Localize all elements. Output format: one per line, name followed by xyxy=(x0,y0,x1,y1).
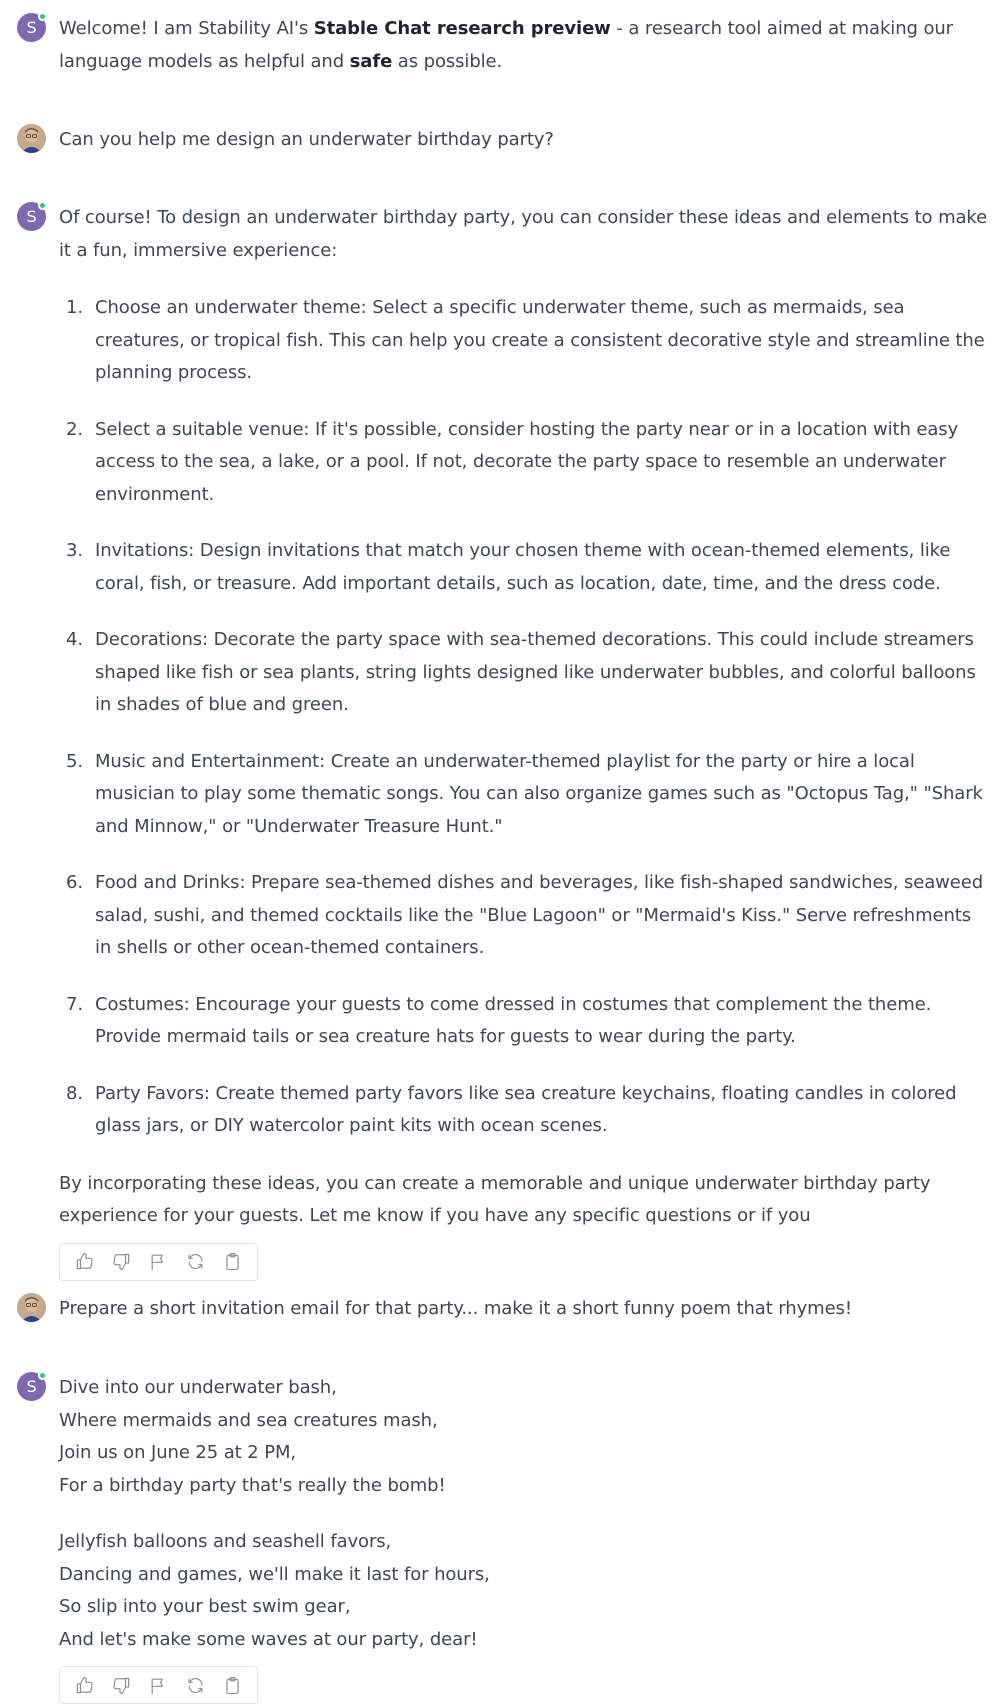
list-item xyxy=(59,292,990,390)
welcome-text-bold: Stable Chat research preview xyxy=(313,18,611,39)
welcome-text-part: Welcome! I am Stability AI's xyxy=(59,18,314,39)
list-item xyxy=(59,867,990,965)
user-message-text: Prepare a short invitation email for that party... make it a short funny poem that rhymes! xyxy=(59,1298,852,1319)
list-item-number: 4. xyxy=(66,629,83,650)
bot-intro-text: Of course! To design an underwater birthday party, you can consider these ideas and elements to make it a fun, immersive experience: xyxy=(59,207,988,261)
regenerate-button[interactable] xyxy=(177,1244,214,1280)
clipboard-icon xyxy=(223,1252,242,1271)
list-item-number: 3. xyxy=(66,540,83,561)
poem-line: Join us on June 25 at 2 PM, xyxy=(59,1442,297,1463)
list-item xyxy=(59,989,990,1054)
list-item xyxy=(59,414,990,512)
thumbs-up-button[interactable] xyxy=(66,1244,103,1280)
ideas-list xyxy=(59,292,990,1143)
poem-line: Jellyfish balloons and seashell favors, xyxy=(59,1531,392,1552)
welcome-text xyxy=(59,13,990,78)
flag-icon xyxy=(149,1676,168,1695)
poem-line: So slip into your best swim gear, xyxy=(59,1596,351,1617)
regenerate-icon xyxy=(186,1676,205,1695)
bot-avatar-letter: S xyxy=(26,18,37,37)
list-item-text: Party Favors: Create themed party favors like sea creature keychains, floating candles in colored glass jars, or DIY watercolor paint kits with ocean scenes. xyxy=(95,1082,957,1136)
thumbs-up-button[interactable] xyxy=(66,1667,103,1703)
list-item-number: 1. xyxy=(66,297,83,318)
bot-message-body xyxy=(59,1372,990,1706)
thumbs-down-icon xyxy=(112,1252,131,1271)
user-message xyxy=(0,1293,1000,1326)
flag-icon xyxy=(149,1252,168,1271)
user-avatar xyxy=(17,1293,46,1322)
poem-stanza-2 xyxy=(59,1526,990,1656)
thumbs-up-icon xyxy=(75,1252,94,1271)
list-item-number: 7. xyxy=(66,993,83,1015)
copy-button[interactable] xyxy=(214,1244,251,1280)
list-item-text: Select a suitable venue: If it's possible, consider hosting the party near or in a location with easy access to the sea, a lake, or a pool. If not, decorate the party space to resemble an underwater environment. xyxy=(95,418,959,505)
clipboard-icon xyxy=(223,1676,242,1695)
list-item-number: 8. xyxy=(66,1082,83,1104)
bot-message xyxy=(0,1372,1000,1706)
bot-avatar xyxy=(17,202,46,231)
list-item-number: 5. xyxy=(66,750,83,772)
list-item xyxy=(59,746,990,844)
poem-line: Dive into our underwater bash, xyxy=(59,1377,337,1398)
list-item xyxy=(59,1078,990,1143)
poem-line: Dancing and games, we'll make it last for hours, xyxy=(59,1563,490,1585)
thumbs-up-icon xyxy=(75,1676,94,1695)
poem-line: For a birthday party that's really the bomb! xyxy=(59,1474,446,1496)
user-message-text: Can you help me design an underwater birthday party? xyxy=(59,129,554,150)
list-item xyxy=(59,535,990,600)
list-item-number: 2. xyxy=(66,418,83,440)
welcome-text-part: as possible. xyxy=(392,50,503,72)
list-item-text: Decorations: Decorate the party space with sea-themed decorations. This could include streamers shaped like fish or sea plants, string lights designed like underwater bubbles, and colorful balloons in shades of blue and green. xyxy=(95,629,976,715)
bot-avatar-letter: S xyxy=(26,1377,37,1396)
online-status-dot xyxy=(38,12,47,21)
poem-line: Where mermaids and sea creatures mash, xyxy=(59,1409,438,1431)
bot-avatar xyxy=(17,13,46,42)
list-item-text: Food and Drinks: Prepare sea-themed dishes and beverages, like fish-shaped sandwiches, seaweed salad, sushi, and themed cocktails like the "Blue Lagoon" or "Mermaid's Kiss." Serve refreshments in shells or other ocean-themed containers. xyxy=(95,872,984,958)
welcome-text-bold: safe xyxy=(349,50,393,72)
list-item-text: Invitations: Design invitations that match your chosen theme with ocean-themed elements, like coral, fish, or treasure. Add important details, such as location, date, time, and the dress code. xyxy=(95,540,951,594)
online-status-dot xyxy=(38,1371,47,1380)
bot-avatar-letter: S xyxy=(26,207,37,226)
user-message xyxy=(0,124,1000,157)
regenerate-button[interactable] xyxy=(177,1667,214,1703)
list-item-text: Music and Entertainment: Create an underwater-themed playlist for the party or hire a local musician to play some thematic songs. You can also organize games such as "Octopus Tag," "Shark and Minnow," or "Underwater Treasure Hunt." xyxy=(95,750,983,837)
list-item-number: 6. xyxy=(66,872,83,893)
bot-message-body xyxy=(59,202,990,1283)
list-item xyxy=(59,624,990,722)
regenerate-icon xyxy=(186,1252,205,1271)
bot-message xyxy=(0,202,1000,1283)
message-actions xyxy=(59,1243,258,1281)
flag-button[interactable] xyxy=(140,1667,177,1703)
flag-button[interactable] xyxy=(140,1244,177,1280)
list-item-text: Choose an underwater theme: Select a specific underwater theme, such as mermaids, sea creatures, or tropical fish. This can help you create a consistent decorative style and streamline the planning process. xyxy=(95,297,985,383)
message-actions xyxy=(59,1666,258,1704)
bot-avatar xyxy=(17,1372,46,1401)
online-status-dot xyxy=(38,201,47,210)
thumbs-down-button[interactable] xyxy=(103,1244,140,1280)
bot-outro-text: By incorporating these ideas, you can create a memorable and unique underwater birthday party experience for your guests. Let me know if you have any specific questions or if you xyxy=(59,1172,931,1226)
poem-stanza-1 xyxy=(59,1372,990,1502)
copy-button[interactable] xyxy=(214,1667,251,1703)
thumbs-down-button[interactable] xyxy=(103,1667,140,1703)
thumbs-down-icon xyxy=(112,1676,131,1695)
welcome-text-part: - a research tool aimed at making our language models as helpful and xyxy=(59,18,953,72)
welcome-message xyxy=(0,13,1000,78)
poem-line: And let's make some waves at our party, dear! xyxy=(59,1628,478,1650)
user-avatar xyxy=(17,124,46,153)
list-item-text: Costumes: Encourage your guests to come dressed in costumes that complement the theme. Provide mermaid tails or sea creature hats for guests to wear during the party. xyxy=(95,993,932,1047)
